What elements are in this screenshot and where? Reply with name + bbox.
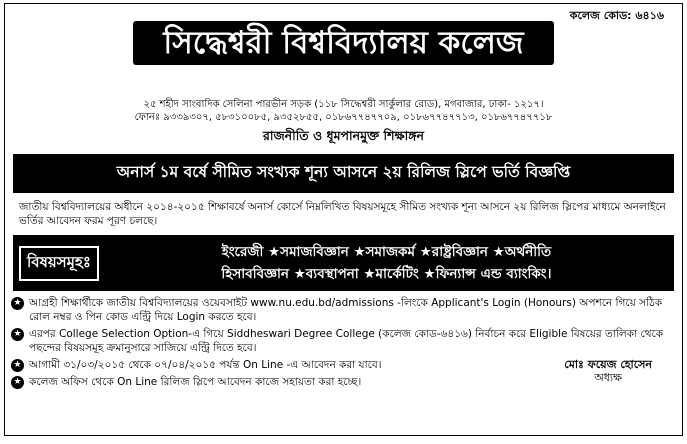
- note-text: কলেজ অফিস থেকে On Line রিলিজ স্লিপে আবেদন কাজে সহায়তা করা হচ্ছে।: [29, 376, 362, 388]
- subjects-box: [13, 235, 674, 291]
- list-item: [11, 327, 674, 355]
- list-item: [11, 296, 674, 324]
- signatory-title: অধ্যক্ষ: [594, 371, 623, 384]
- instructions: [5, 291, 682, 392]
- notes-with-signature: [11, 358, 674, 392]
- address-line: ২৫ শহীদ সাংবাদিক সেলিনা পারভীন সড়ক (১১৮ সিদ্ধেশ্বরী সার্কুলার রোড), মগবাজার, ঢাকা- ১২১৭।: [143, 99, 544, 110]
- note-text: আগ্রহী শিক্ষার্থীকে জাতীয় বিশ্ববিদ্যালয়ের ওয়েবসাইট www.nu.edu.bd/admissions -লিংকে Applicant's Login (Honours) অপশনে গিয়ে সঠিক রোল নম্বর ও পিন কোড এন্ট্রি দিয়ে Login করতে হবে।: [29, 297, 663, 323]
- star-icon: ★: [11, 359, 24, 372]
- subjects-label: বিষয়সমূহঃ: [19, 246, 99, 281]
- note-text: এরপর College Selection Option-এ গিয়ে Siddheswari Degree College (কলেজ কোড-৬৪১৬) নির্বাচন করে Eligible বিষয়ের তালিকা থেকে পছন্দের বিষয়সমূহ ক্রমানুসারে সাজিয়ে এন্ট্রি দিতে হবে।: [29, 328, 664, 354]
- subjects-line: ইংরেজী ★সমাজবিজ্ঞান ★সমাজকর্ম ★রাষ্ট্রবিজ্ঞান ★অর্থনীতি: [221, 244, 552, 260]
- address: [5, 98, 682, 124]
- college-code: কলেজ কোড: ৬৪১৬: [569, 9, 664, 22]
- subjects-list: [99, 241, 674, 285]
- star-icon: ★: [11, 297, 24, 310]
- header: [5, 4, 682, 94]
- note-text: আগামী ৩১/০৩/২০১৫ থেকে ০৭/০৪/২০১৫ পর্যন্ত On Line -এ আবেদন করা যাবে।: [29, 359, 382, 371]
- motto: রাজনীতি ও ধূমপানমুক্ত শিক্ষাঙ্গন: [262, 128, 424, 143]
- notice-banner: অনার্স ১ম বর্ষে সীমিত সংখ্যক শূন্য আসনে ২য় রিলিজ স্লিপে ভর্তি বিজ্ঞপ্তি: [13, 154, 674, 193]
- star-icon: ★: [11, 328, 24, 341]
- star-icon: ★: [11, 376, 24, 389]
- intro-paragraph: জাতীয় বিশ্ববিদ্যালয়ের অধীনে ২০১৪-২০১৫ শিক্ষাবর্ষে অনার্স কোর্সে নিম্নলিখিত বিষয়সমূহে সীমিত সংখ্যক শূন্য আসনে ২য় রিলিজ স্লিপের মাধ্যমে অনলাইনে ভর্তির আবেদন ফরম পূরণ চলছে।: [19, 201, 666, 227]
- list-item: [11, 358, 564, 372]
- college-title: সিদ্ধেশ্বরী বিশ্ববিদ্যালয় কলেজ: [133, 21, 553, 65]
- phone-line: ফোনঃ ৯৩৩৯৩০৭, ৫৮৩১০০৮৫, ৯৩৫২৮৫৫, ০১৮৬৭৭৪৭৭০৯, ০১৮৬৭৭৪৭৭১৩, ০১৮৬৭৭৪৭৭১৮: [134, 112, 553, 123]
- notice-page: [4, 3, 683, 436]
- list-item: [11, 375, 564, 389]
- subjects-line: হিসাববিজ্ঞান ★ব্যবস্থাপনা ★মার্কেটিং ★ফিন্যান্স এন্ড ব্যাংকিং।: [221, 266, 552, 282]
- signature-block: [564, 358, 674, 384]
- signatory-name: মোঃ ফয়েজ হোসেন: [564, 358, 652, 371]
